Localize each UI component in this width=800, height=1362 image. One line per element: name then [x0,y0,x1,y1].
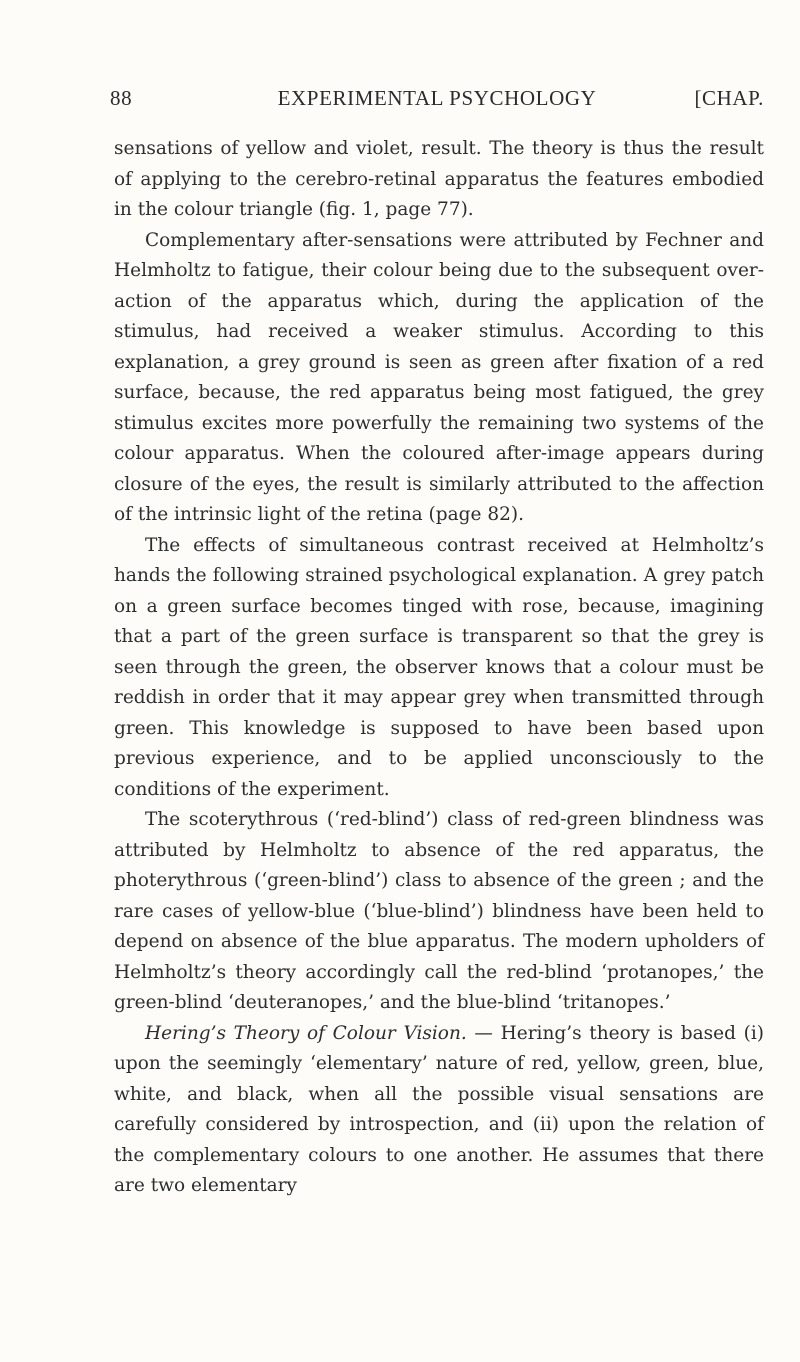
page-number: 88 [110,86,133,110]
paragraph [114,226,764,531]
paragraph [114,531,764,806]
section-title: Hering’s Theory of Colour Vision. [145,1022,467,1044]
paragraph-text: The effects of simultaneous contrast received at Helmholtz’s hands the following strained psychological explanation. A grey patch on a green surface becomes tinged with rose, because, imagining that a part of the green surface is transparent so that the grey is seen through the green, the observer knows that a colour must be reddish in order that it may appear grey when transmitted through green. This knowledge is supposed to have been based upon previous experience, and to be applied unconsciously to the conditions of the experiment. [114,534,764,800]
paragraph [114,805,764,1019]
paragraph-text: — Hering’s theory is based (i) upon the seemingly ‘elementary’ nature of red, yellow, green, blue, white, and black, when all the possible visual sensations are carefully considered by introspection, and (ii) upon the relation of the complementary colours to one another. He assumes that there are two elementary [114,1022,764,1196]
paragraph-text: sensations of yellow and violet, result. The theory is thus the result of applying to the cerebro-retinal apparatus the features embodied in the colour triangle (fig. 1, page 77). [114,138,764,220]
paragraph [114,1019,764,1202]
paragraph-text: Complementary after-sensations were attributed by Fechner and Helmholtz to fatigue, their colour being due to the subsequent over-action of the apparatus which, during the application of the stimulus, had received a weaker stimulus. According to this explanation, a grey ground is seen as green after fixation of a red surface, because, the red apparatus being most fatigued, the grey stimulus excites more powerfully the remaining two systems of the colour apparatus. When the coloured after-image appears during closure of the eyes, the result is similarly attributed to the affection of the intrinsic light of the retina (page 82). [114,229,764,525]
paragraph-text: The scoterythrous (‘red-blind’) class of red-green blindness was attributed by Helmholtz to absence of the red apparatus, the photerythrous (‘green-blind’) class to absence of the green ; and the rare cases of yellow-blue (‘blue-blind’) blindness have been held to depend on absence of the blue apparatus. The modern upholders of Helmholtz’s theory accordingly call the red-blind ‘protanopes,’ the green-blind ‘deuteranopes,’ and the blue-blind ‘tritanopes.’ [114,809,764,1013]
page-body [114,134,764,1202]
page-header [110,86,764,116]
running-title: EXPERIMENTAL PSYCHOLOGY [277,86,597,110]
chapter-label: [CHAP. [694,86,764,110]
paragraph [114,134,764,226]
